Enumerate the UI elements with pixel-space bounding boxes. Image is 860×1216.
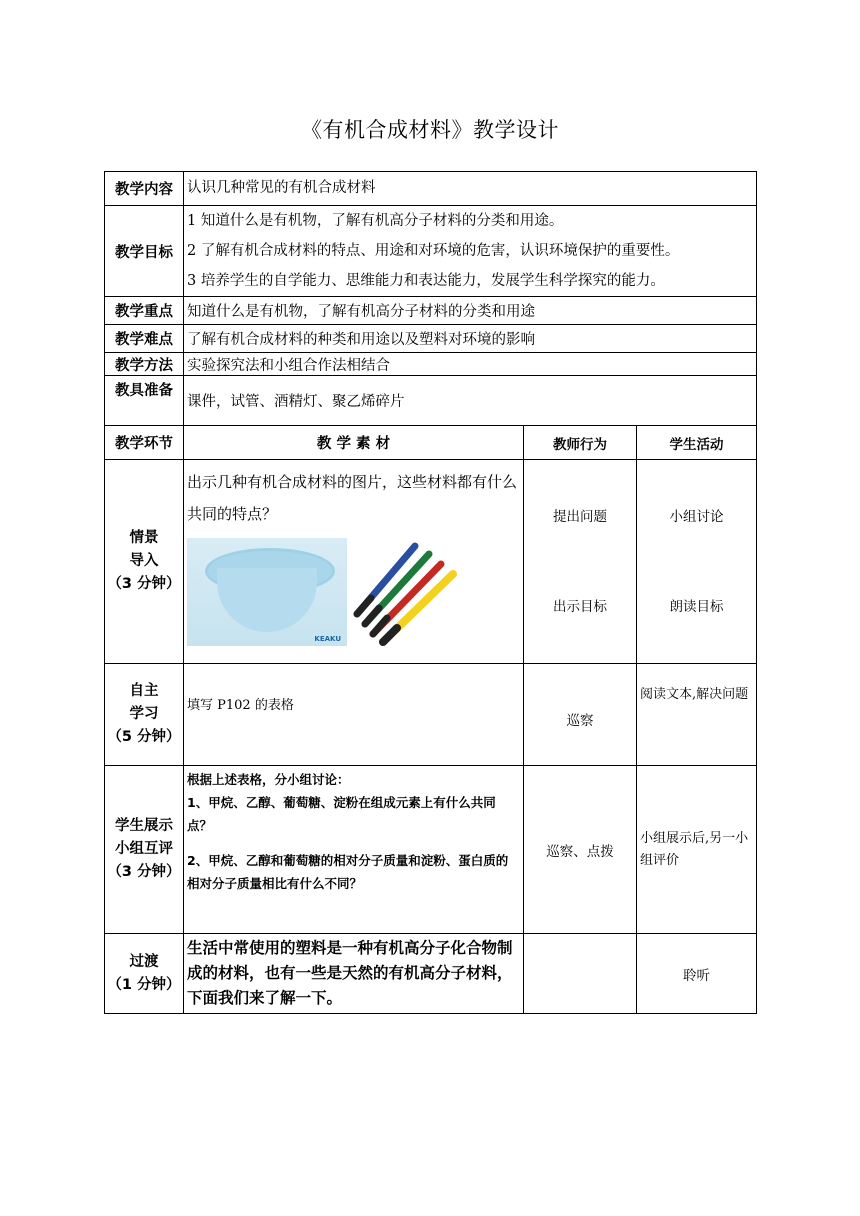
stage-row xyxy=(105,766,757,934)
stage-row xyxy=(105,664,757,766)
header-teacher: 教师行为 xyxy=(524,426,637,460)
stage-row xyxy=(105,460,757,664)
stage-material: 生活中常使用的塑料是一种有机高分子化合物制成的材料，也有一些是天然的有机高分子材料，下面我们来了解一下。 xyxy=(184,934,524,1014)
label-difficulty: 教学难点 xyxy=(105,325,184,353)
value-tools: 课件，试管、酒精灯、聚乙烯碎片 xyxy=(184,376,757,426)
page-title: 《有机合成材料》教学设计 xyxy=(301,118,559,142)
goal-item: 2 了解有机合成材料的特点、用途和对环境的危害，认识环境保护的重要性。 xyxy=(187,243,680,259)
row-key-point xyxy=(105,297,757,325)
stage-student: 小组讨论 朗读目标 xyxy=(637,460,757,664)
stage-material: 出示几种有机合成材料的图片，这些材料都有什么共同的特点？ KEAKU xyxy=(184,460,524,664)
plastic-pens-image xyxy=(351,538,461,646)
row-goals xyxy=(105,206,757,297)
material-images xyxy=(187,538,520,646)
value-content: 认识几种常见的有机合成材料 xyxy=(184,172,757,206)
label-goals: 教学目标 xyxy=(105,206,184,297)
value-goals xyxy=(184,206,757,297)
value-difficulty: 了解有机合成材料的种类和用途以及塑料对环境的影响 xyxy=(184,325,757,353)
header-stage: 教学环节 xyxy=(105,426,184,460)
stage-name: 过渡 （1 分钟） xyxy=(105,934,184,1014)
label-tools: 教具准备 xyxy=(105,376,184,426)
goal-item: 1 知道什么是有机物，了解有机高分子材料的分类和用途。 xyxy=(187,213,564,229)
row-tools xyxy=(105,376,757,426)
plastic-basin-image: KEAKU xyxy=(187,538,347,646)
stage-teacher: 提出问题 出示目标 xyxy=(524,460,637,664)
label-key-point: 教学重点 xyxy=(105,297,184,325)
stage-name: 学生展示 小组互评 （3 分钟） xyxy=(105,766,184,934)
label-content: 教学内容 xyxy=(105,172,184,206)
goal-item: 3 培养学生的自学能力、思维能力和表达能力，发展学生科学探究的能力。 xyxy=(187,273,665,289)
lesson-plan-table xyxy=(104,171,757,1014)
header-material: 教 学 素 材 xyxy=(184,426,524,460)
stage-name: 情景 导入 （3 分钟） xyxy=(105,460,184,664)
stage-teacher xyxy=(524,934,637,1014)
stage-row xyxy=(105,934,757,1014)
row-content xyxy=(105,172,757,206)
stage-teacher: 巡察 xyxy=(524,664,637,766)
value-key-point: 知道什么是有机物，了解有机高分子材料的分类和用途 xyxy=(184,297,757,325)
stage-student: 小组展示后,另一小组评价 xyxy=(637,766,757,934)
header-student: 学生活动 xyxy=(637,426,757,460)
row-method xyxy=(105,353,757,376)
label-method: 教学方法 xyxy=(105,353,184,376)
row-difficulty xyxy=(105,325,757,353)
header-row xyxy=(105,426,757,460)
stage-student: 阅读文本,解决问题 xyxy=(637,664,757,766)
stage-material: 根据上述表格，分小组讨论： 1、甲烷、乙醇、葡萄糖、淀粉在组成元素上有什么共同点？ 2、甲烷、乙醇和葡萄糖的相对分子质量和淀粉、蛋白质的相对分子质量相比有什么不同？ xyxy=(184,766,524,934)
stage-student: 聆听 xyxy=(637,934,757,1014)
value-method: 实验探究法和小组合作法相结合 xyxy=(184,353,757,376)
stage-name: 自主 学习 （5 分钟） xyxy=(105,664,184,766)
stage-material: 填写 P102 的表格 xyxy=(184,664,524,766)
stage-teacher: 巡察、点拨 xyxy=(524,766,637,934)
